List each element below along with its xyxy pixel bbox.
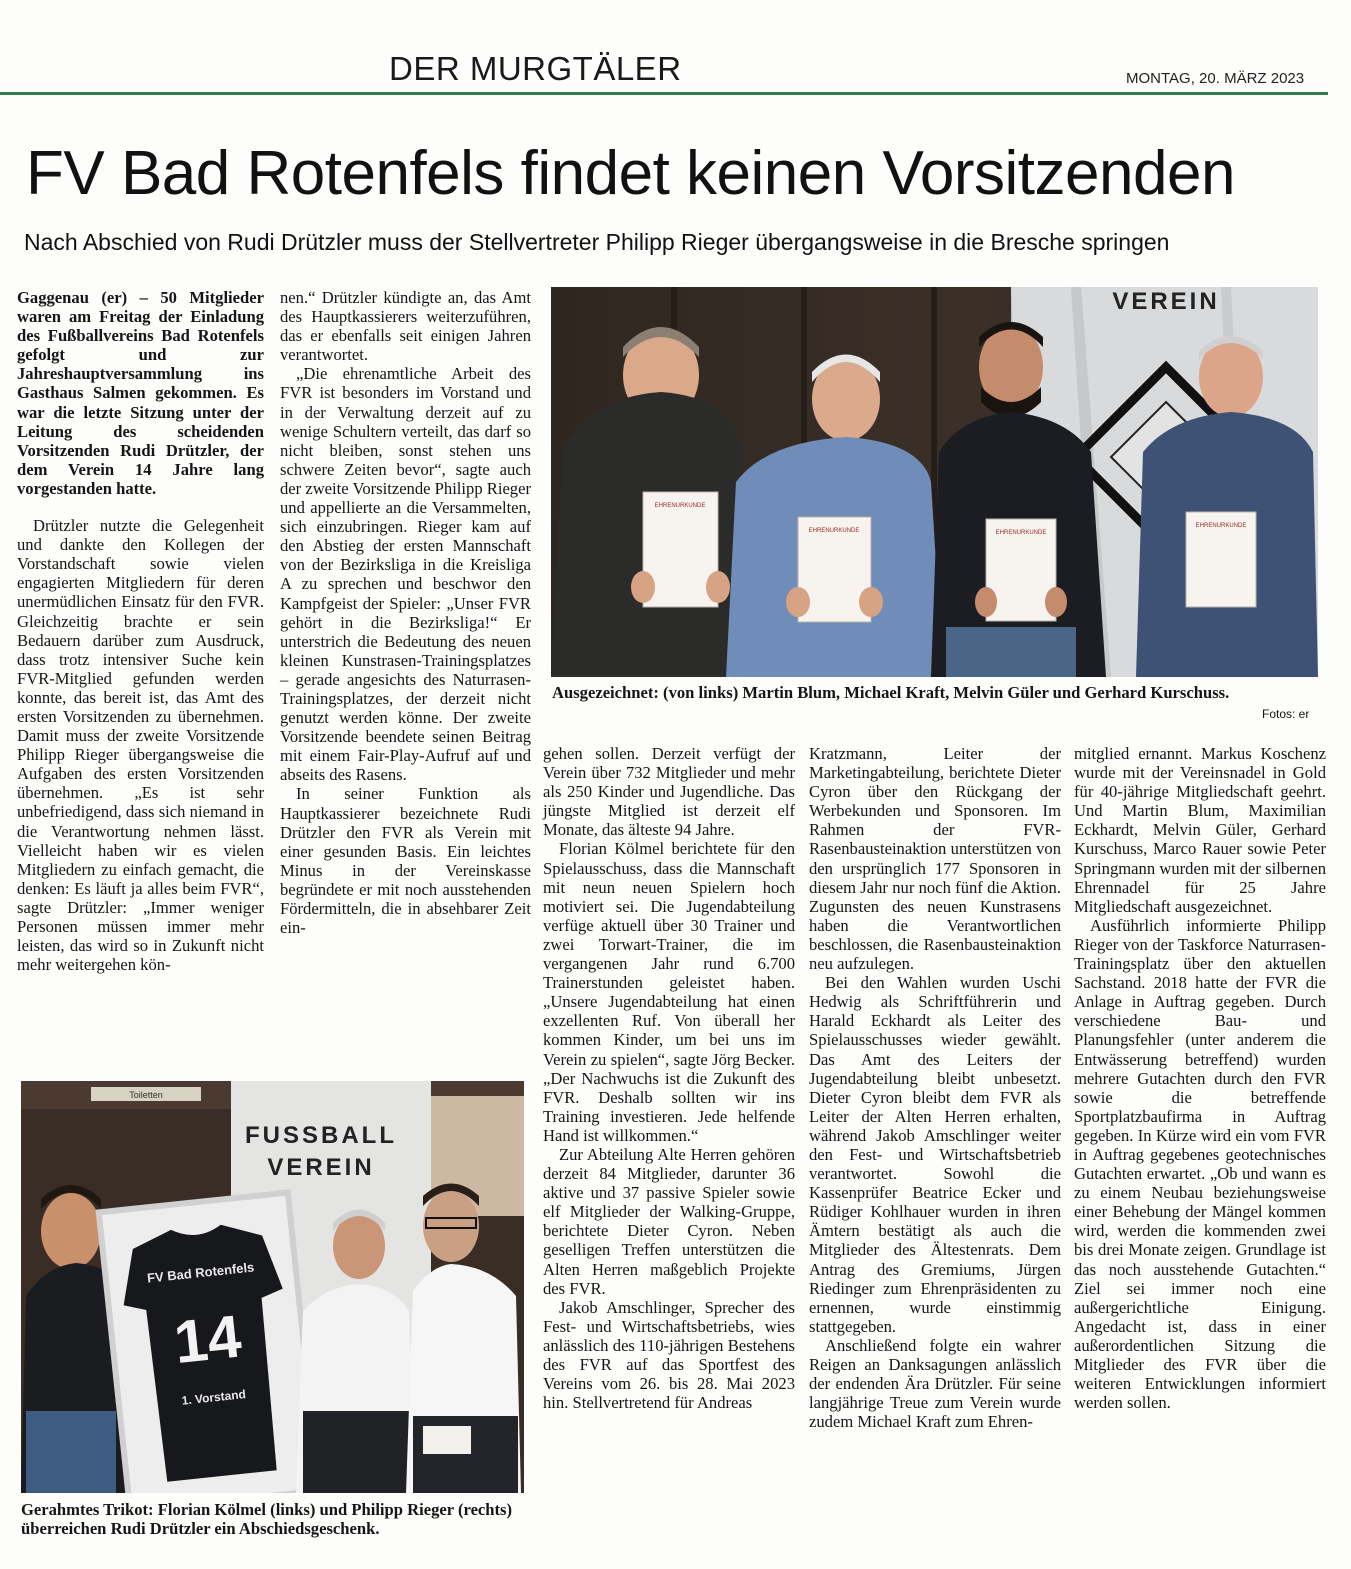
jersey-number: 14 [170,1302,245,1377]
photo-framed-jersey [21,1081,524,1493]
paragraph: Zur Abteilung Alte Herren gehören derzeit 84 Mitglieder, darunter 36 aktive und 37 passive Spieler sowie elf Mitglieder der Walking-Gruppe, berichtete Dieter Cyron. Neben geselligen Treffen unterstützen die Alten Herren maßgeblich Projekte des FVR. [543,1144,795,1298]
paragraph: Bei den Wahlen wurden Uschi Hedwig als Schriftführerin und Harald Eckhardt als Leiter des Spielausschusses wieder gewählt. Das Amt des Leiters der Jugendabteilung bleibt unbesetzt. Dieter Cyron bleibt dem FVR als Leiter der Alten Herren erhalten, während Jakob Amschlinger weiter den Fest- und Wirtschaftsbetrieb verantwortet. Sowohl die Kassenprüfer Beatrice Ecker und Rüdiger Kohlhauer wurden in ihren Ämtern bestätigt als auch die Mitglieder des Ältestenrats. Dem Antrag des Gremiums, Jürgen Riedinger zum Ehrenpräsidenten zu ernennen, wurde einstimmig stattgegeben. [809,973,1061,1336]
room-sign-text: Toiletten [129,1090,163,1100]
paragraph: Florian Kölmel berichtete für den Spielausschuss, dass die Mannschaft mit neun neuen Spielern hoch motiviert sei. Die Jugendabteilung verfüge aktuell über 30 Trainer und zwei Torwart-Trainer, die im vergangenen Jahr rund 6.700 Trainerstunden geleistet haben. „Unsere Jugendabteilung hat einen exzellenten Ruf. Von überall her kommen Kinder, um bei uns im Verein zu spielen“, sagte Jörg Becker. „Der Nachwuchs ist die Zukunft des FVR. Deshalb sollten wir ins Training investieren. Jede helfende Hand ist willkommen.“ [543,839,795,1145]
article-column-5 [1074,744,1326,1412]
article-lead: Gaggenau (er) – 50 Mitglieder waren am Freitag der Einladung des Fußballvereins Bad Rotenfels gefolgt und zur Jahreshauptversammlung ins Gasthaus Salmen gekommen. Es war die letzte Sitzung unter der Leitung des scheidenden Vorsitzenden Rudi Drützler, der dem Verein 14 Jahre lang vorgestanden hatte. [17,288,264,498]
paragraph: mitglied ernannt. Markus Koschenz wurde mit der Vereinsnadel in Gold für 40-jährige Mitgliedschaft geehrt. Und Martin Blum, Maximilian Eckhardt, Melvin Güler, Gerhard Kurschuss, Marco Rauer sowie Peter Springmann wurden mit der silbernen Ehrennadel für 25 Jahre Mitgliedschaft ausgezeichnet. [1074,744,1326,916]
banner-line-1: FUSSBALL [245,1122,397,1149]
photo-credit: Fotos: er [1262,707,1310,721]
jersey-club-name: FV Bad Rotenfels [146,1259,255,1286]
article-column-4 [809,744,1061,1431]
header-rule [0,92,1328,95]
paragraph: „Die ehrenamtliche Arbeit des FVR ist besonders im Vorstand und in der Verwaltung derzeit auf zu wenige Schultern verteilt, das darf so nicht bleiben, sonst stehen uns schwere Zeiten bevor“, sagte auch der zweite Vorsitzende Philipp Rieger und appellierte an die Versammelten, sich einzubringen. Rieger kam auf den Abstieg der ersten Mannschaft von der Bezirksliga in die Kreisliga A zu sprechen und beschwor den Kampfgeist der Spieler: „Unser FVR gehört in die Bezirksliga!“ Er unterstrich die Bedeutung des neuen kleinen Kunstrasen-Trainingsplatzes – gerade angesichts des Naturrasen-Trainingsplatzes, der derzeit nicht genutzt werden könne. Der zweite Vorsitzende beendete seinen Beitrag mit einem Fair-Play-Aufruf auf und abseits des Rasens. [280,364,531,785]
certificate-title: EHRENURKUNDE [654,503,706,509]
banner-line-2: VEREIN [267,1154,375,1181]
certificate-title: EHRENURKUNDE [1195,523,1247,529]
jersey-label: 1. Vorstand [180,1387,247,1408]
article-headline: FV Bad Rotenfels findet keinen Vorsitzenden [26,139,1235,208]
article-column-1 [17,288,264,974]
paragraph: Anschließend folgte ein wahrer Reigen an Danksagungen anlässlich der endenden Ära Drützler. Für seine langjährige Treue zum Verein wurde zudem Michael Kraft zum Ehren- [809,1335,1061,1432]
paragraph: Ausführlich informierte Philipp Rieger von der Taskforce Naturrasen-Trainingsplatz über den aktuellen Sachstand. 2018 hatte der FVR die Anlage in Auftrag gegeben. Durch verschiedene Bau- und Planungsfehler (unter anderem die Entwässerung betreffend) wurden mehrere Gutachten durch den FVR sowie die betreffende Sportplatzbaufirma in Auftrag gegeben. In Kürze wird ein vom FVR in Auftrag gegebenes geotechnisches Gutachten erwartet. „Ob und wann es zu einem Neubau beziehungsweise einer Behebung der Mängel kommen wird, werden die kommenden zwei bis drei Monate zeigen. Grundlage ist das noch ausstehende Gutachten.“ Ziel sei immer noch eine außergerichtliche Einigung. Angedacht ist, dass in einer außerordentlichen Sitzung die Mitglieder des FVR über die weiteren Entwicklungen informiert werden sollen. [1074,915,1326,1413]
paragraph: Jakob Amschlinger, Sprecher des Fest- und Wirtschaftsbetriebs, wies anlässlich des 110-jährigen Bestehens des FVR auf das Sportfest des Vereins vom 26. bis 28. Mai 2023 hin. Stellvertretend für Andreas [543,1297,795,1413]
photo-award-recipients [551,287,1318,677]
paragraph: In seiner Funktion als Hauptkassierer bezeichnete Rudi Drützler den FVR als Verein mit einer gesunden Basis. Ein leichtes Minus in der Vereinskasse begründete er mit noch ausstehenden Fördermitteln, die in absehbarer Zeit ein- [280,784,531,938]
article-column-2 [280,288,531,937]
photo-bottom-caption: Gerahmtes Trikot: Florian Kölmel (links) und Philipp Rieger (rechts) überreichen Rudi Drützler ein Abschiedsgeschenk. [21,1500,513,1538]
paragraph: gehen sollen. Derzeit verfügt der Verein über 732 Mitglieder und mehr als 250 Kinder und Jugendliche. Das jüngste Mitglied ist derzeit elf Monate, das älteste 94 Jahre. [543,744,795,840]
photo-top-caption: Ausgezeichnet: (von links) Martin Blum, Michael Kraft, Melvin Güler und Gerhard Kurschuss. [552,683,1230,702]
article-column-3 [543,744,795,1412]
paragraph: Kratzmann, Leiter der Marketingabteilung, berichtete Dieter Cyron über den Rückgang der Werbekunden und Sponsoren. Im Rahmen der FVR-Rasenbausteinaktion unterstützen von den ursprünglich 177 Sponsoren in diesem Jahr nur noch fünf die Aktion. Zugunsten des neuen Kunstrasens haben die Verantwortlichen beschlossen, die Rasenbausteinaktion neu aufzulegen. [809,744,1061,974]
banner-text: VEREIN [1112,288,1220,315]
paragraph: Drützler nutzte die Gelegenheit und dankte den Kollegen der Vorstandschaft sowie vielen engagierten Mitgliedern für deren unermüdlichen Einsatz für den FVR. Gleichzeitig brachte er sein Bedauern darüber zum Ausdruck, dass trotz intensiver Suche kein FVR-Mitglied gefunden werden konnte, das bereit ist, das Amt des ersten Vorsitzenden zu übernehmen. Damit muss der zweite Vorsitzende Philipp Rieger übergangsweise die Aufgaben des ersten Vorsitzenden übernehmen. „Es ist sehr unbefriedigend, dass sich niemand in die Verantwortung nehmen lässt. Vielleicht haben wir es vielen Mitgliedern zu einfach gemacht, die denken: Es läuft ja alles beim FVR“, sagte Drützler: „Immer weniger Personen müssen immer mehr leisten, das wird so in Zukunft nicht mehr weitergehen kön- [17,516,264,975]
article-subheadline: Nach Abschied von Rudi Drützler muss der Stellvertreter Philipp Rieger übergangsweise in die Bresche springen [24,229,1170,255]
paragraph: nen.“ Drützler kündigte an, das Amt des Hauptkassierers weiterzuführen, das er ebenfalls seit einigen Jahren verantwortet. [280,288,531,365]
certificate-title: EHRENURKUNDE [995,530,1047,536]
certificate-title: EHRENURKUNDE [808,528,860,534]
publication-date: MONTAG, 20. MÄRZ 2023 [1126,70,1305,87]
section-masthead: DER MURGTÄLER [389,50,682,87]
